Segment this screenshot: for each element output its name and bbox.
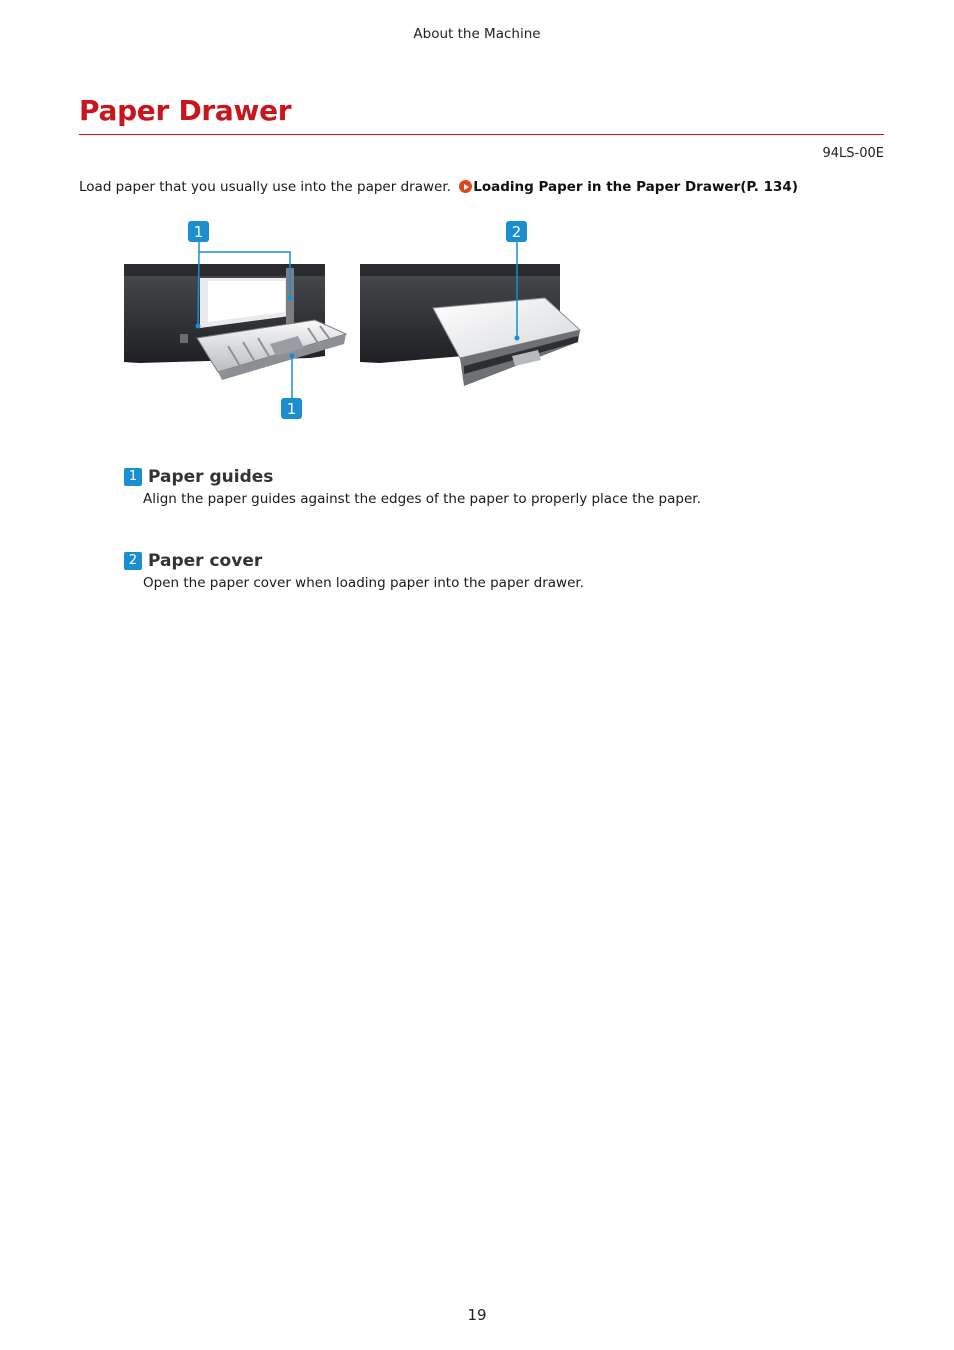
item-description: Align the paper guides against the edges of the paper to properly place the paper. <box>143 491 701 507</box>
item-number-badge: 1 <box>124 468 142 486</box>
machine-with-cover <box>360 264 580 386</box>
item-description: Open the paper cover when loading paper into the paper drawer. <box>143 575 584 591</box>
paper-drawer-figure <box>120 216 590 426</box>
callout-badge-1-bottom <box>281 398 302 419</box>
callout-badge-2 <box>506 221 527 242</box>
running-header: About the Machine <box>413 26 541 42</box>
machine-open-drawer <box>124 264 346 380</box>
item-paper-cover <box>124 551 584 591</box>
page-number: 19 <box>467 1306 487 1324</box>
left-guide-tab <box>180 334 188 343</box>
callout-dot <box>290 354 295 359</box>
intro-text: Load paper that you usually use into the paper drawer. <box>79 179 456 195</box>
callout-label-1-bottom: 1 <box>286 400 297 418</box>
callout-badge-1-top <box>188 221 209 242</box>
item-heading <box>124 551 584 571</box>
callout-line-1-left <box>198 242 199 326</box>
item-paper-guides <box>124 467 701 507</box>
title-rule <box>79 134 884 135</box>
document-code: 94LS-00E <box>822 146 884 161</box>
left-machine-top <box>124 264 325 276</box>
item-heading <box>124 467 701 487</box>
callout-dot <box>288 296 293 301</box>
loading-paper-link-label: Loading Paper in the Paper Drawer(P. 134) <box>473 179 798 195</box>
item-title: Paper cover <box>148 551 263 571</box>
callout-dot <box>515 336 520 341</box>
item-number-badge: 2 <box>124 552 142 570</box>
paper-drawer-illustration <box>120 216 590 426</box>
intro-paragraph <box>79 179 798 195</box>
item-title: Paper guides <box>148 467 274 487</box>
link-arrow-icon <box>459 180 472 193</box>
right-machine-top <box>360 264 560 276</box>
callout-dot <box>196 324 201 329</box>
loading-paper-link[interactable] <box>455 179 798 195</box>
callout-label-1-top: 1 <box>193 223 204 241</box>
callout-label-2: 2 <box>511 223 522 241</box>
page-title: Paper Drawer <box>79 94 292 127</box>
